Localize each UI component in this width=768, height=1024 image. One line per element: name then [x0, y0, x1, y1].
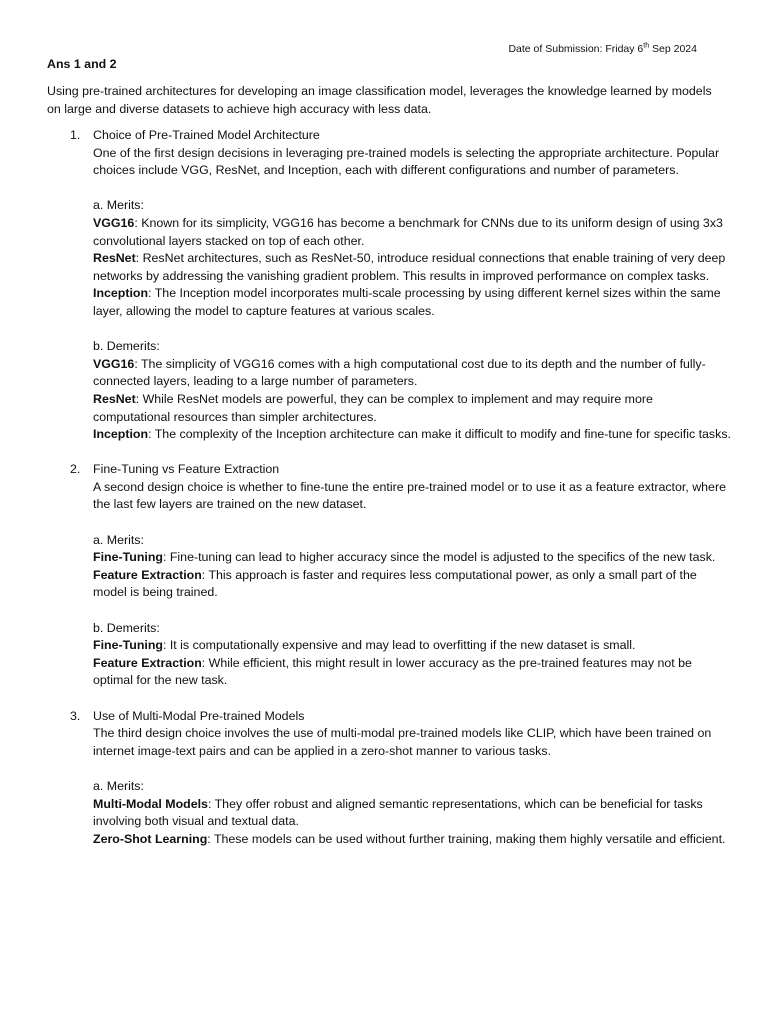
- merit-text: : These models can be used without further training, making them highly versatile and efficient.: [207, 831, 726, 846]
- demerit-text: : The simplicity of VGG16 comes with a high computational cost due to its depth and the number of fully-connected layers, leading to a large number of parameters.: [93, 356, 706, 389]
- merit-text: : They offer robust and aligned semantic representations, which can be beneficial for tasks involving both visual and textual data.: [93, 796, 703, 829]
- demerit-entry: [93, 356, 733, 391]
- merits-heading: a. Merits:: [93, 778, 144, 793]
- merit-entry: [93, 215, 733, 250]
- date-suffix: Sep 2024: [649, 43, 697, 55]
- intro-paragraph: Using pre-trained architectures for developing an image classification model, leverages the knowledge learned by models on large and diverse datasets to achieve high accuracy with less data.: [47, 84, 712, 116]
- demerit-entry: [93, 391, 733, 426]
- demerit-entry: [93, 655, 733, 690]
- item-number: 2.: [70, 462, 81, 477]
- merit-entry: [93, 549, 733, 567]
- demerit-text: : The complexity of the Inception architecture can make it difficult to modify and fine-tune for specific tasks.: [148, 427, 731, 442]
- answer-title: Ans 1 and 2: [47, 57, 117, 71]
- merit-entry: [93, 285, 733, 320]
- merit-term: Fine-Tuning: [93, 550, 163, 565]
- list-item-1: [0, 127, 733, 444]
- date-prefix: Date of Submission: Friday 6: [508, 43, 644, 55]
- merit-term: Feature Extraction: [93, 567, 202, 582]
- demerit-text: : While ResNet models are powerful, they can be complex to implement and may require more computational resources than simpler architectures.: [93, 391, 653, 424]
- merit-term: Inception: [93, 286, 149, 301]
- demerit-term: VGG16: [93, 356, 135, 371]
- demerit-term: Inception: [93, 427, 149, 442]
- item-title: Use of Multi-Modal Pre-trained Models: [93, 708, 305, 723]
- merit-term: Zero-Shot Learning: [93, 831, 208, 846]
- merit-text: : This approach is faster and requires less computational power, as only a small part of the model is being trained.: [93, 567, 697, 600]
- merit-term: Multi-Modal Models: [93, 796, 208, 811]
- merit-text: : Fine-tuning can lead to higher accuracy since the model is adjusted to the specifics of the new task.: [162, 550, 716, 565]
- submission-date: [508, 42, 697, 56]
- merit-text: : Known for its simplicity, VGG16 has become a benchmark for CNNs due to its uniform design of using 3x3 convolutional layers stacked on top of each other.: [93, 215, 723, 248]
- item-number: 3.: [70, 708, 81, 723]
- item-title: Fine-Tuning vs Feature Extraction: [93, 462, 280, 477]
- merit-text: : The Inception model incorporates multi-scale processing by using different kernel sizes within the same layer, allowing the model to capture features at various scales.: [93, 286, 721, 318]
- item-description: A second design choice is whether to fine-tune the entire pre-trained model or to use it as a feature extractor, where the last few layers are trained on the new dataset.: [93, 479, 726, 512]
- demerits-heading: b. Demerits:: [93, 339, 160, 354]
- merits-heading: a. Merits:: [93, 532, 144, 547]
- item-title: Choice of Pre-Trained Model Architecture: [93, 128, 320, 142]
- list-item-3: [0, 708, 733, 849]
- merit-term: VGG16: [93, 215, 135, 230]
- demerits-heading: b. Demerits:: [93, 620, 160, 635]
- date-ordinal-suffix: th: [643, 42, 650, 50]
- demerit-text: : While efficient, this might result in lower accuracy as the pre-trained features may not be optimal for the new task.: [93, 655, 692, 688]
- merit-entry: [93, 831, 733, 849]
- demerit-term: ResNet: [93, 391, 136, 406]
- demerit-entry: [93, 637, 733, 655]
- merit-entry: [93, 567, 733, 602]
- item-description: One of the first design decisions in leveraging pre-trained models is selecting the appropriate architecture. Popular choices include VGG, ResNet, and Inception, each with different configurations and number of parameters.: [93, 145, 720, 178]
- demerit-text: : It is computationally expensive and may lead to overfitting if the new dataset is small.: [162, 638, 636, 653]
- merit-term: ResNet: [93, 251, 136, 266]
- list-item-2: [0, 461, 733, 690]
- item-number: 1.: [70, 128, 81, 142]
- merit-entry: [93, 250, 733, 285]
- demerit-term: Feature Extraction: [93, 655, 202, 670]
- numbered-list: [0, 127, 768, 848]
- merit-text: : ResNet architectures, such as ResNet-50, introduce residual connections that enable training of very deep networks by addressing the vanishing gradient problem. This results in improved performance on complex tasks.: [93, 251, 726, 283]
- demerit-entry: [93, 426, 733, 444]
- demerit-term: Fine-Tuning: [93, 638, 163, 653]
- item-description: The third design choice involves the use of multi-modal pre-trained models like CLIP, which have been trained on internet image-text pairs and can be applied in a zero-shot manner to various tasks.: [93, 726, 712, 758]
- merit-entry: [93, 796, 733, 831]
- merits-heading: a. Merits:: [93, 198, 144, 213]
